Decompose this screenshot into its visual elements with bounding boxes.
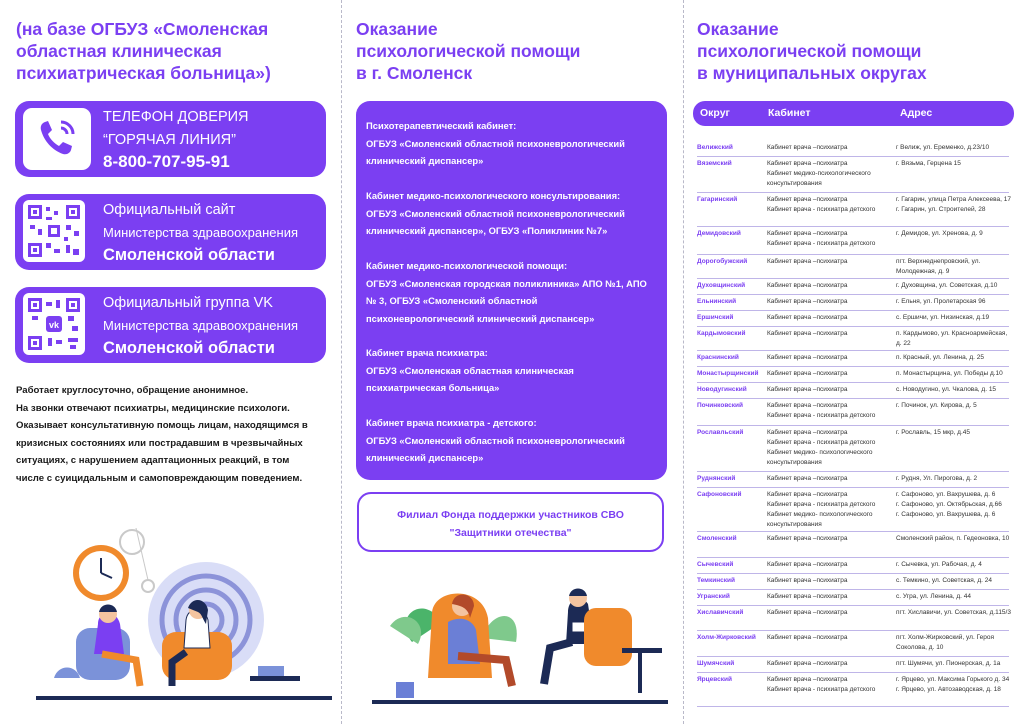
office-cell: Кабинет врача –психиатра [767, 561, 848, 568]
vk-qr-code-icon [23, 293, 85, 355]
district-cell: Ершичский [697, 314, 734, 321]
service-line: Кабинет медико-психологического консультирования: [366, 190, 621, 201]
table-row [697, 656, 1009, 673]
header-address: Адрес [900, 107, 933, 119]
service-consulting [366, 187, 662, 240]
service-psych-help [366, 257, 662, 327]
office-cell: Кабинет врача –психиатра [767, 593, 848, 600]
district-cell: Гагаринский [697, 196, 738, 203]
district-cell: Починковский [697, 402, 744, 409]
svo-fund-box [357, 492, 664, 552]
office-cell: Кабинет врача –психиатра [767, 535, 848, 542]
office-cell: Кабинет врача –психиатра [767, 144, 848, 151]
districts-table-header [693, 101, 1014, 126]
district-cell: Дорогобужский [697, 258, 748, 265]
vk-ministry: Министерства здравоохранения [103, 318, 298, 333]
service-line: клинический диспансер» [366, 155, 484, 166]
service-line: ОГБУЗ «Смоленский областной психоневрологический [366, 207, 625, 219]
counseling-illustration [372, 578, 668, 706]
col1-title-line: областная клиническая [16, 41, 222, 61]
table-row [697, 192, 1009, 227]
office-cell: Кабинет врача –психиатра [767, 330, 848, 337]
vk-label: Официальный группа VK [103, 295, 273, 311]
office-cell: Кабинет врача –психиатра Кабинет врача - психиатра детского Кабинет медико- психологического консультирования [767, 429, 876, 466]
district-cell: Велижский [697, 144, 733, 151]
table-row [697, 226, 1009, 255]
table-row [697, 630, 1009, 657]
service-line: Психотерапевтический кабинет: [366, 120, 517, 131]
service-line: клинический диспансер», ОГБУЗ «Поликлиник №7» [366, 225, 608, 236]
address-cell: с. Ершичи, ул. Низинская, д.19 [896, 314, 990, 321]
col2-title-line: в г. Смоленск [356, 63, 473, 83]
district-cell: Краснинский [697, 354, 739, 361]
office-cell: Кабинет врача –психиатра [767, 314, 848, 321]
address-cell: п. Монастырщина, ул. Победы д.10 [896, 370, 1003, 377]
district-cell: Угранский [697, 593, 730, 600]
table-row [697, 589, 1009, 606]
info-line: кризисных состояниях или пострадавшим в чрезвычайных [16, 437, 303, 449]
fund-line: "Защитники отечества" [449, 527, 572, 539]
service-line: Кабинет врача психиатра - детского: [366, 417, 537, 428]
service-line: психоневрологический клинический диспансер» [366, 312, 595, 324]
district-cell: Духовщинский [697, 282, 746, 289]
service-child-psychiatrist [366, 414, 662, 467]
address-cell: г. Рославль, 15 мкр, д.45 [896, 429, 971, 436]
hotline-name: “ГОРЯЧАЯ ЛИНИЯ” [103, 132, 236, 148]
col3-title [697, 18, 927, 84]
table-row [697, 573, 1009, 590]
district-cell: Сафоновский [697, 491, 742, 498]
site-card[interactable] [15, 194, 326, 270]
address-cell: пгт. Шумячи, ул. Пионерская, д. 1а [896, 660, 1001, 667]
service-line: ОГБУЗ «Смоленская областная клиническая [366, 364, 574, 376]
address-cell: пгт. Верхнеднепровский, ул. Молодежная, д. 9 [896, 258, 981, 275]
smolensk-services-card [356, 101, 667, 480]
address-cell: пгт. Хиславичи, ул. Советская, д.115/3 [896, 609, 1011, 616]
office-cell: Кабинет врача –психиатра [767, 634, 848, 641]
table-row [697, 294, 1009, 311]
office-cell: Кабинет врача –психиатра [767, 258, 848, 265]
office-cell: Кабинет врача –психиатра Кабинет врача - психиатра детского [767, 402, 876, 419]
table-row [697, 672, 1009, 707]
office-cell: Кабинет врача –психиатра [767, 475, 848, 482]
qr-code-icon [23, 200, 85, 262]
table-row [697, 156, 1009, 193]
service-line: ОГБУЗ «Смоленский областной психоневрологический [366, 137, 625, 149]
office-cell: Кабинет врача –психиатра Кабинет врача - психиатра детского [767, 230, 876, 247]
district-cell: Сычевский [697, 561, 734, 568]
col1-title-line: (на базе ОГБУЗ «Смоленская [16, 19, 269, 39]
district-cell: Шумячский [697, 660, 735, 667]
svg-text:vk: vk [48, 320, 60, 330]
col1-title [16, 18, 271, 84]
vk-card[interactable] [15, 287, 326, 363]
table-row [697, 487, 1009, 532]
col1-title-line: психиатрическая больница») [16, 63, 271, 83]
table-row [697, 605, 1009, 631]
col3-title-line: в муниципальных округах [697, 63, 927, 83]
office-cell: Кабинет врача –психиатра [767, 609, 848, 616]
district-cell: Новодугинский [697, 386, 747, 393]
address-cell: с. Угра, ул. Ленина, д. 44 [896, 593, 971, 600]
service-line: Кабинет врача психиатра: [366, 347, 488, 358]
table-row [697, 366, 1009, 383]
address-cell: г. Гагарин, улица Петра Алексеева, 17 г. Гагарин, ул. Строителей, 28 [896, 196, 1011, 213]
district-cell: Ельнинский [697, 298, 737, 305]
site-ministry: Министерства здравоохранения [103, 225, 298, 240]
address-cell: п. Кардымово, ул. Красноармейская, д. 22 [896, 330, 1008, 347]
address-cell: г. Рудня, Ул. Пирогова, д. 2 [896, 475, 978, 482]
hotline-card[interactable] [15, 101, 326, 177]
office-cell: Кабинет врача –психиатра Кабинет врача - психиатра детского [767, 676, 876, 693]
col3-title-line: психологической помощи [697, 41, 922, 61]
office-cell: Кабинет врача –психиатра Кабинет врача - психиатра детского [767, 196, 876, 213]
office-cell: Кабинет врача –психиатра [767, 386, 848, 393]
address-cell: с. Новодугино, ул. Чкалова, д. 15 [896, 386, 997, 393]
address-cell: г. Сычевка, ул. Рабочая, д. 4 [896, 561, 982, 568]
therapy-session-illustration [36, 528, 332, 708]
header-office: Кабинет [768, 107, 811, 119]
col2-title-line: Оказание [356, 19, 438, 39]
address-cell: г. Ельня, ул. Пролетарская 96 [896, 298, 986, 305]
address-cell: г. Ярцево, ул. Максима Горького д. 34 г. Ярцево, ул. Автозаводская, д. 18 [896, 676, 1010, 693]
district-cell: Руднянский [697, 475, 736, 482]
table-row [697, 398, 1009, 426]
district-cell: Кардымовский [697, 330, 746, 337]
site-region: Смоленской области [103, 246, 275, 264]
phone-icon [23, 108, 91, 170]
district-cell: Смоленский [697, 535, 737, 542]
info-line: ситуациях, с нарушением адаптационных реакций, в том [16, 455, 290, 466]
table-row [697, 310, 1009, 327]
info-line: числе с суицидальным и самоповреждающим поведением. [16, 472, 303, 484]
table-row [697, 531, 1009, 558]
service-line: № 3, ОГБУЗ «Смоленский областной [366, 295, 538, 306]
table-row [697, 140, 1009, 157]
address-cell: Смоленский район, п. Гедеоновка, 10 [896, 535, 1010, 542]
office-cell: Кабинет врача –психиатра [767, 282, 848, 289]
table-row [697, 278, 1009, 295]
office-cell: Кабинет врача –психиатра [767, 577, 848, 584]
table-row [697, 471, 1009, 488]
office-cell: Кабинет врача –психиатра Кабинет врача - психиатра детского Кабинет медико- психологического консультирования [767, 491, 876, 528]
hotline-label: ТЕЛЕФОН ДОВЕРИЯ [103, 109, 249, 125]
info-line: На звонки отвечают психиатры, медицинские психологи. [16, 402, 290, 414]
service-psychotherapy [366, 117, 662, 170]
address-cell: п. Красный, ул. Ленина, д. 25 [896, 354, 984, 361]
district-cell: Демидовский [697, 230, 741, 237]
address-cell: пгт. Холм-Жирковский, ул. Героя Соколова, д. 10 [896, 634, 995, 651]
service-line: ОГБУЗ «Смоленская городская поликлиника» АПО №1, АПО [366, 277, 647, 289]
address-cell: с. Темкино, ул. Советская, д. 24 [896, 577, 992, 584]
district-cell: Вяземский [697, 160, 732, 167]
address-cell: г. Вязьма, Герцена 15 [896, 160, 961, 167]
district-cell: Монастырщинский [697, 370, 759, 377]
district-cell: Холм-Жирковский [697, 634, 756, 641]
col2-title [356, 18, 580, 84]
office-cell: Кабинет врача –психиатра [767, 660, 848, 667]
site-label: Официальный сайт [103, 202, 236, 218]
district-cell: Темкинский [697, 577, 736, 584]
info-line: Работает круглосуточно, обращение анонимное. [16, 385, 249, 396]
table-row [697, 382, 1009, 399]
office-cell: Кабинет врача –психиатра Кабинет медико-психологического консультирования [767, 160, 871, 187]
fund-line: Филиал Фонда поддержки участников СВО [397, 509, 624, 521]
header-district: Округ [700, 107, 730, 119]
address-cell: г Велиж, ул. Еременко, д.23/10 [896, 144, 990, 151]
hotline-number[interactable]: 8-800-707-95-91 [103, 152, 230, 171]
vk-region: Смоленской области [103, 339, 275, 357]
district-cell: Ярцевский [697, 676, 732, 683]
service-line: ОГБУЗ «Смоленский областной психоневрологический [366, 434, 625, 446]
table-row [697, 425, 1009, 472]
table-row [697, 350, 1009, 367]
table-row [697, 254, 1009, 279]
service-psychiatrist [366, 344, 662, 397]
col3-title-line: Оказание [697, 19, 779, 39]
address-cell: г. Починок, ул. Кирова, д. 5 [896, 402, 977, 409]
office-cell: Кабинет врача –психиатра [767, 370, 848, 377]
service-line: Кабинет медико-психологической помощи: [366, 260, 568, 271]
col2-title-line: психологической помощи [356, 41, 581, 61]
info-line: Оказывает консультативную помощь лицам, находящимся в [16, 420, 308, 431]
address-cell: г. Духовщина, ул. Советская, д.10 [896, 282, 998, 289]
table-row [697, 557, 1009, 574]
hotline-info [16, 382, 328, 487]
table-row [697, 326, 1009, 351]
service-line: клинический диспансер» [366, 452, 484, 463]
address-cell: г. Демидов, ул. Хренова, д. 9 [896, 230, 983, 237]
address-cell: г. Сафоново, ул. Вахрушева, д. 6 г. Сафоново, ул. Октябрьская, д.66 г. Сафоново, ул. Вахрушева, д. 6 [896, 491, 1002, 518]
office-cell: Кабинет врача –психиатра [767, 354, 848, 361]
district-cell: Рославльский [697, 429, 744, 436]
district-cell: Хиславичский [697, 609, 744, 616]
office-cell: Кабинет врача –психиатра [767, 298, 848, 305]
service-line: психиатрическая больница» [366, 382, 500, 393]
